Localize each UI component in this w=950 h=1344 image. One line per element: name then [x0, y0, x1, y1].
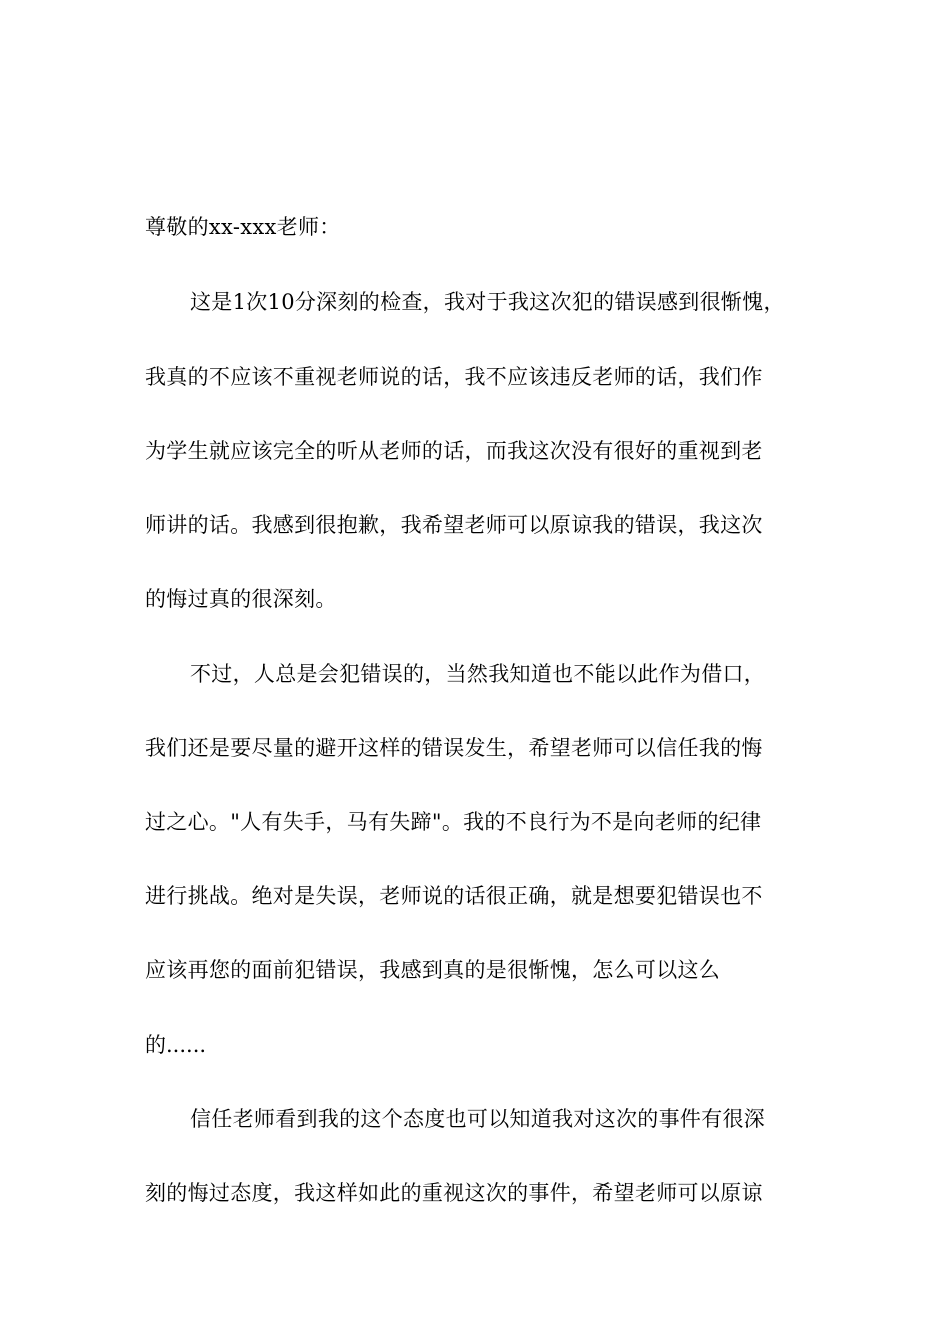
paragraph-2-line-1: 不过，人总是会犯错误的，当然我知道也不能以此作为借口， — [190, 662, 766, 686]
paragraph-3-line-1: 信任老师看到我的这个态度也可以知道我对这次的事件有很深 — [190, 1107, 766, 1131]
paragraph-2-line-3: 过之心。"人有失手，马有失蹄"。我的不良行为不是向老师的纪律 — [145, 810, 762, 834]
paragraph-1-line-5: 的悔过真的很深刻。 — [145, 587, 337, 611]
paragraph-1-line-2: 我真的不应该不重视老师说的话，我不应该违反老师的话，我们作 — [145, 365, 763, 389]
paragraph-1-line-1: 这是1次10分深刻的检查，我对于我这次犯的错误感到很惭愧， — [190, 290, 785, 314]
paragraph-1-line-4: 师讲的话。我感到很抱歉，我希望老师可以原谅我的错误，我这次 — [145, 513, 763, 537]
paragraph-2-line-4: 进行挑战。绝对是失误，老师说的话很正确，就是想要犯错误也不 — [145, 884, 763, 908]
paragraph-2-line-5: 应该再您的面前犯错误，我感到真的是很惭愧，怎么可以这么 — [145, 958, 721, 982]
salutation: 尊敬的xx-xxx老师： — [145, 215, 341, 239]
paragraph-3-line-2: 刻的悔过态度，我这样如此的重视这次的事件，希望老师可以原谅 — [145, 1181, 763, 1205]
paragraph-2-line-6: 的...... — [145, 1033, 207, 1057]
paragraph-2-line-2: 我们还是要尽量的避开这样的错误发生，希望老师可以信任我的悔 — [145, 736, 763, 760]
paragraph-1-line-3: 为学生就应该完全的听从老师的话，而我这次没有很好的重视到老 — [145, 439, 763, 463]
